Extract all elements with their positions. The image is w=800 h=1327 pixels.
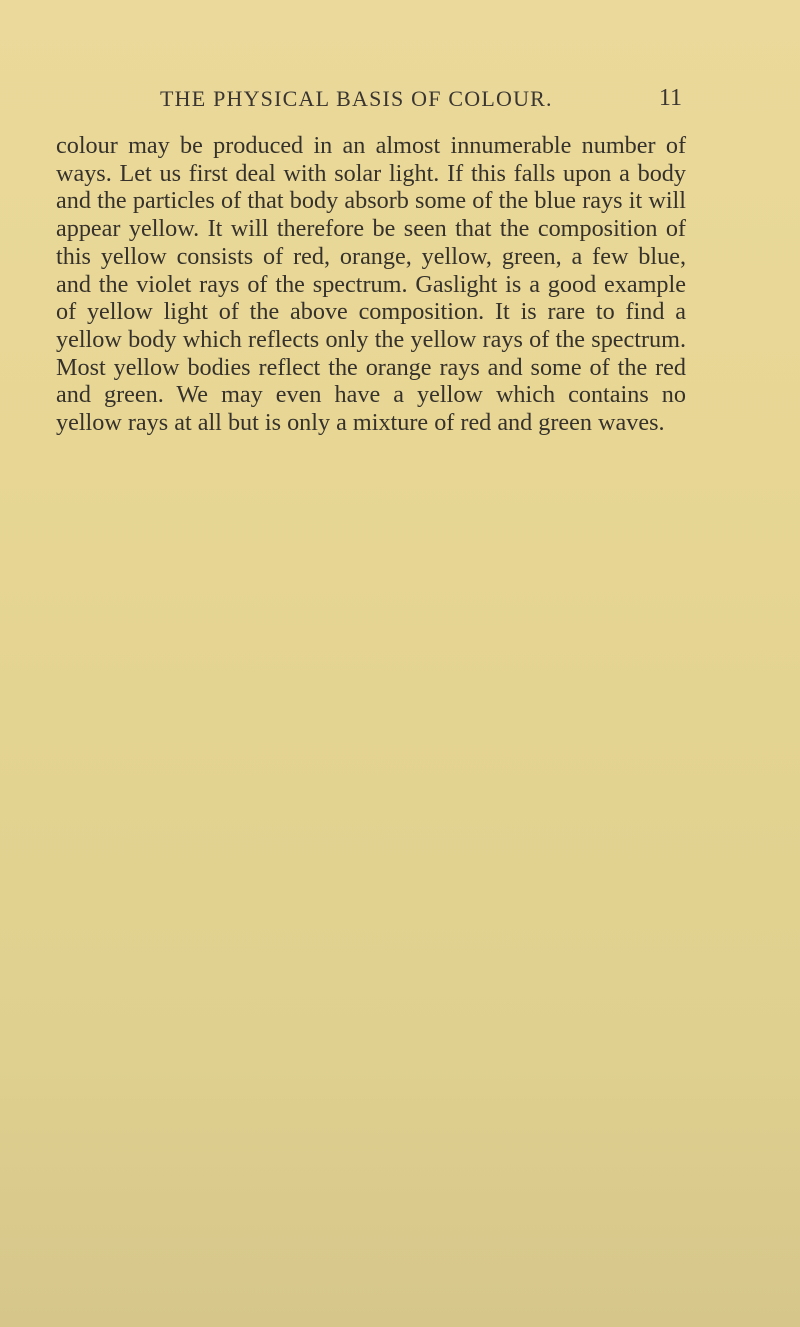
- body-paragraph: colour may be produced in an almost innumerable number of ways. Let us first deal with solar light. If this falls upon a body and the particles of that body absorb some of the blue rays it will appear yellow. It will therefore be seen that the composition of this yellow consists of red, orange, yellow, green, a few blue, and the violet rays of the spectrum. Gaslight is a good example of yellow light of the above composition. It is rare to find a yellow body which reflects only the yellow rays of the spectrum. Most yellow bodies reflect the orange rays and some of the red and green. We may even have a yellow which contains no yellow rays at all but is only a mixture of red and green waves.: [56, 132, 686, 437]
- page-number: 11: [658, 85, 682, 111]
- running-header: [160, 86, 690, 116]
- running-title: THE PHYSICAL BASIS OF COLOUR.: [160, 86, 553, 111]
